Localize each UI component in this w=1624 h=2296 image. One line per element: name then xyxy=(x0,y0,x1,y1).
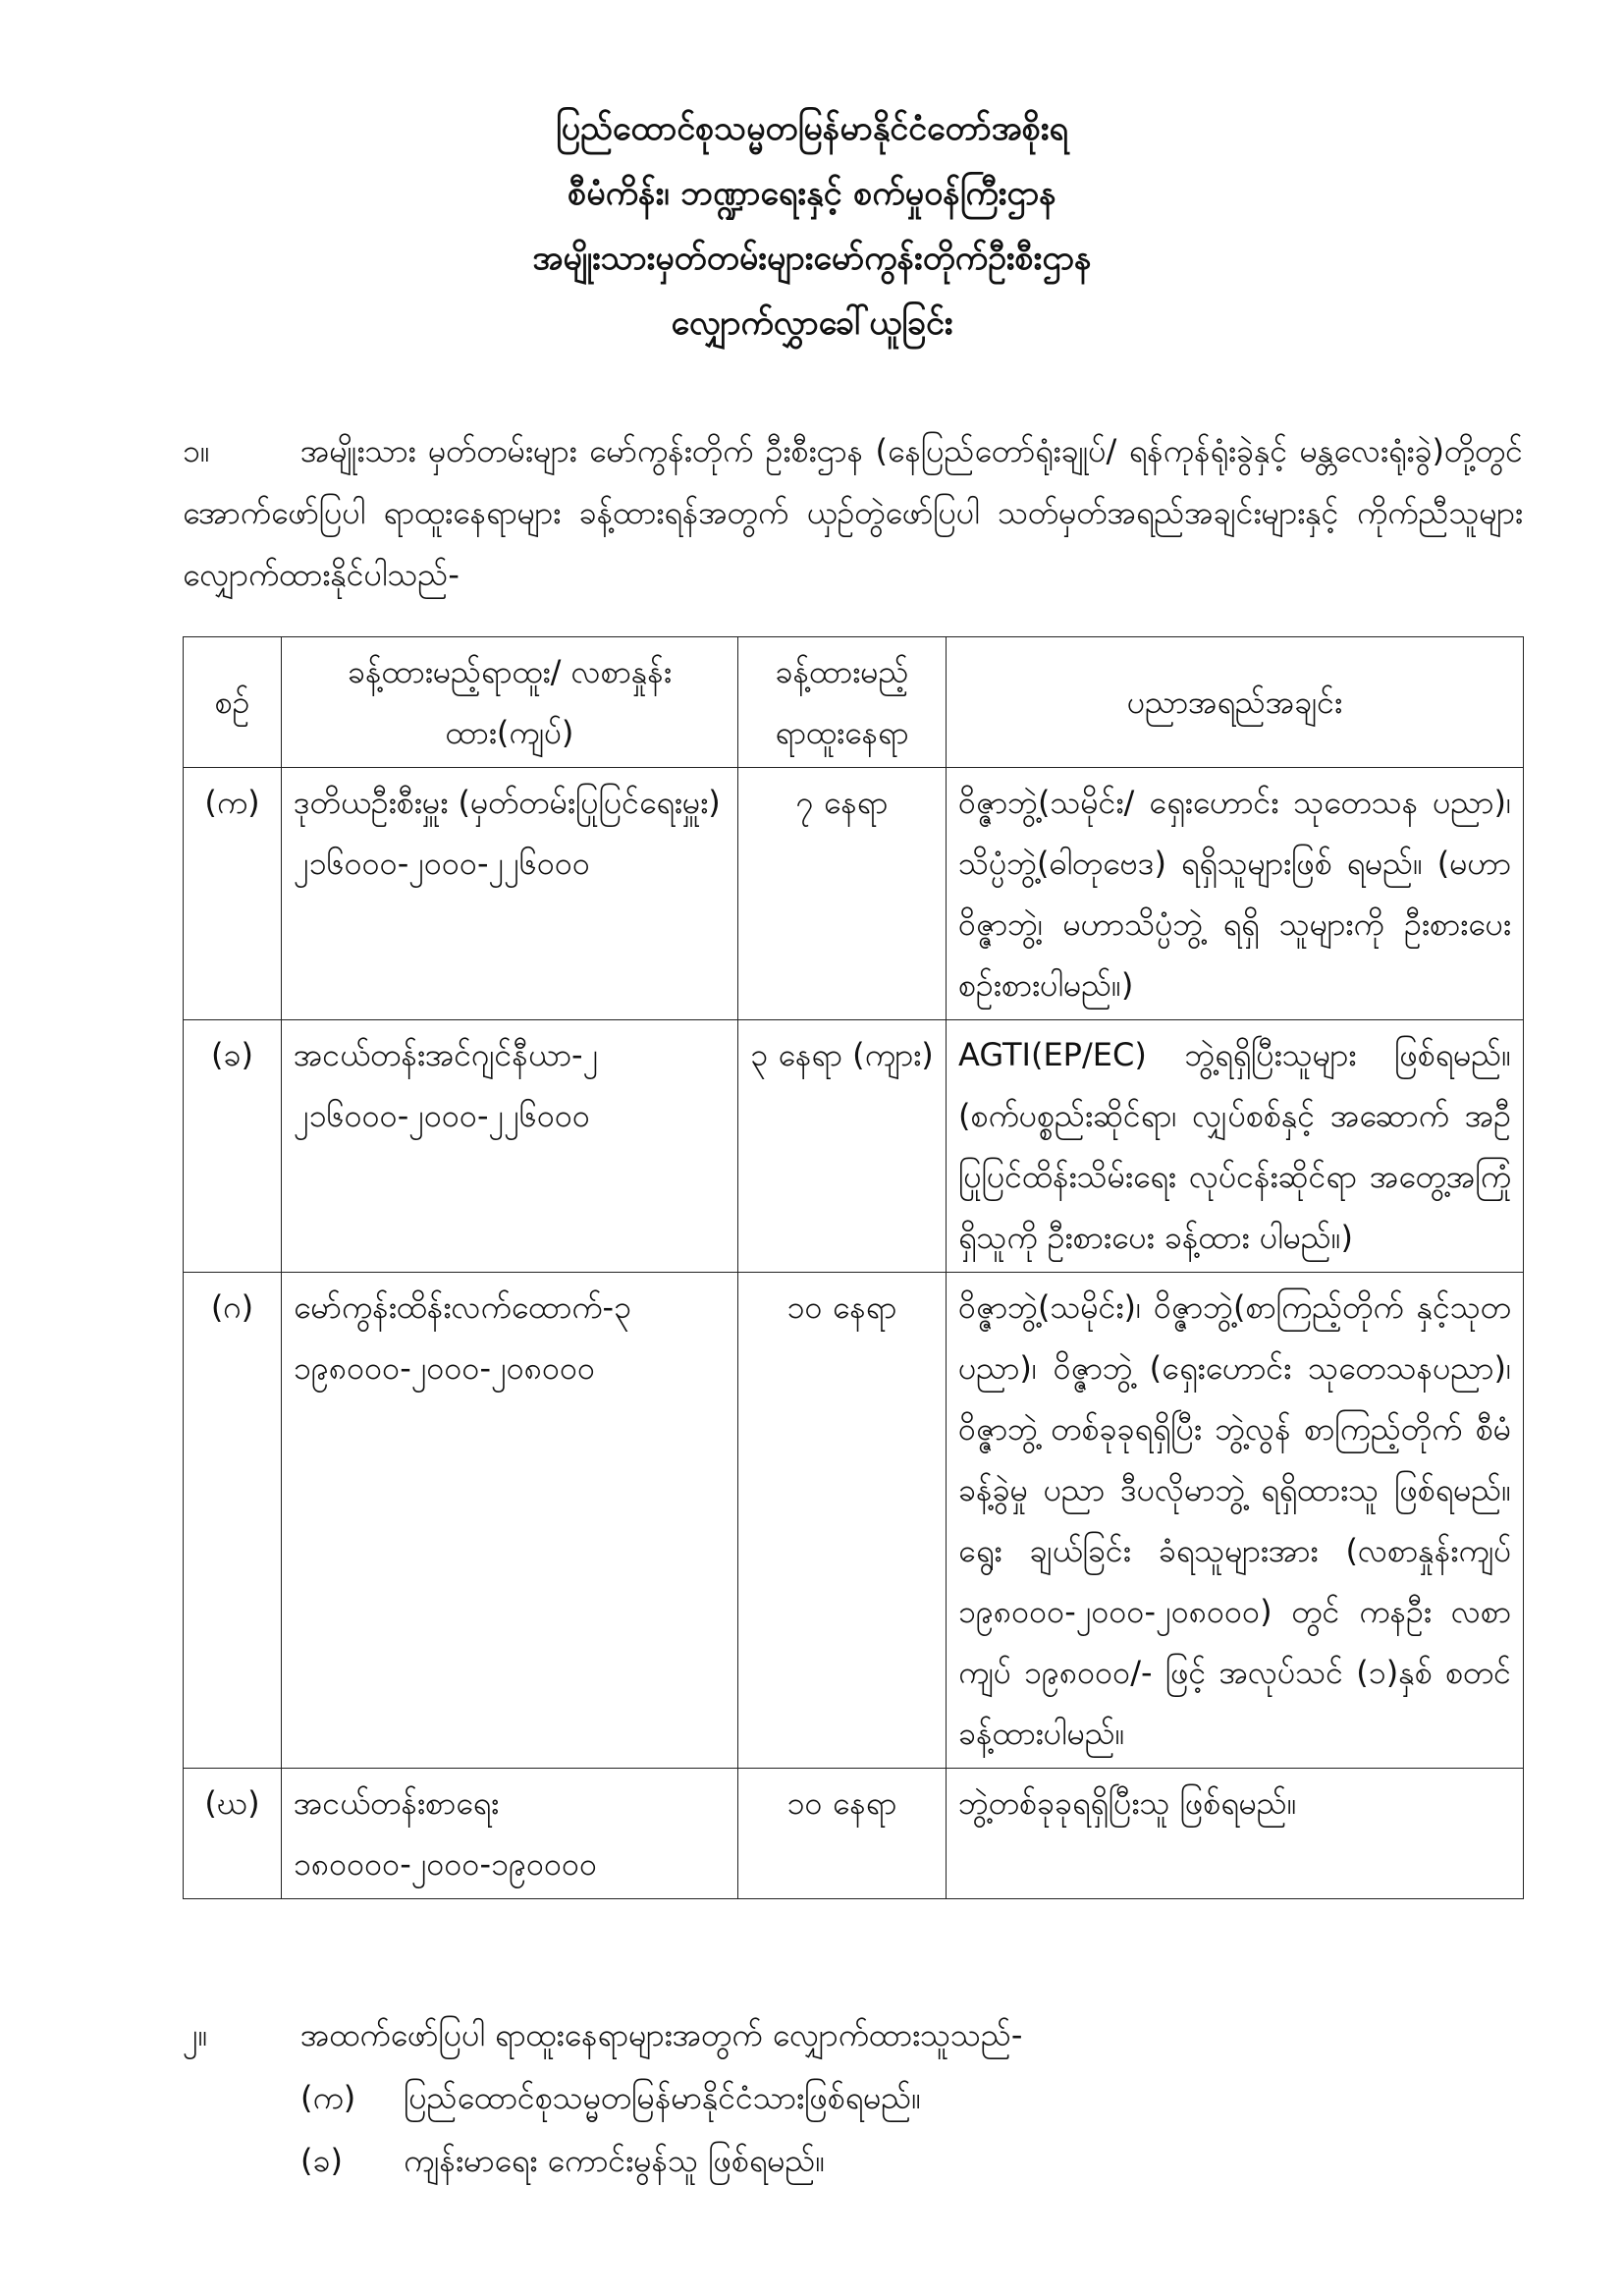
row-post: အငယ်တန်းစာရေး ၁၈၀၀၀၀-၂၀၀၀-၁၉၀၀၀၀ xyxy=(282,1769,738,1899)
row-qualification: ဘွဲ့တစ်ခုခုရရှိပြီးသူ ဖြစ်ရမည်။ xyxy=(947,1769,1524,1899)
row-qualification: AGTI(EP/EC) ဘွဲ့ရရှိပြီးသူများ ဖြစ်ရမည်။ (စက်ပစ္စည်းဆိုင်ရာ၊ လျှပ်စစ်နှင့် အဆောက် အဦ ပြုပြင်ထိန်းသိမ်းရေး လုပ်ငန်းဆိုင်ရာ အတွေ့အကြုံရှိသူကို ဦးစားပေး ခန့်ထား ပါမည်။) xyxy=(947,1020,1524,1273)
table-row xyxy=(184,768,1524,1020)
row-qualification: ဝိဇ္ဇာဘွဲ့(သမိုင်း)၊ ဝိဇ္ဇာဘွဲ့(စာကြည့်တိုက် နှင့်သုတပညာ)၊ ဝိဇ္ဇာဘွဲ့ (ရှေးဟောင်း သုတေသနပညာ)၊ ဝိဇ္ဇာဘွဲ့ တစ်ခုခုရရှိပြီး ဘွဲ့လွန် စာကြည့်တိုက် စီမံခန့်ခွဲမှု ပညာ ဒီပလိုမာဘွဲ့ ရရှိထားသူ ဖြစ်ရမည်။ ရွေး ချယ်ခြင်း ခံရသူများအား (လစာနှုန်းကျပ် ၁၉၈၀၀၀-၂၀၀၀-၂၀၈၀၀၀) တွင် ကနဦး လစာကျပ် ၁၉၈၀၀၀/- ဖြင့် အလုပ်သင် (၁)နှစ် စတင် ခန့်ထားပါမည်။ xyxy=(947,1273,1524,1769)
list-item-text: ကျန်းမာရေး ကောင်းမွန်သူ ဖြစ်ရမည်။ xyxy=(404,2142,826,2179)
heading-government: ပြည်ထောင်စုသမ္မတမြန်မာနိုင်ငံတော်အစိုးရ xyxy=(555,109,1069,148)
header-serial: စဉ် xyxy=(184,637,282,768)
heading-announcement: လျှောက်လွှာခေါ်ယူခြင်း xyxy=(671,303,953,343)
document-heading xyxy=(0,96,1624,355)
list-item xyxy=(183,2129,1523,2192)
row-serial: (ဃ) xyxy=(184,1769,282,1899)
vacancy-table xyxy=(183,636,1524,1899)
table-header-row xyxy=(184,637,1524,768)
list-item-number: (ခ) xyxy=(300,2142,343,2179)
eligibility-intro xyxy=(183,2003,1523,2066)
row-qualification: ဝိဇ္ဇာဘွဲ့(သမိုင်း/ ရှေးဟောင်း သုတေသန ပညာ)၊ သိပ္ပံဘွဲ့(ဓါတုဗေဒ) ရရှိသူများဖြစ် ရမည်။ (မဟာဝိဇ္ဇာဘွဲ့၊ မဟာသိပ္ပံဘွဲ့ ရရှိ သူများကို ဦးစားပေး စဉ်းစားပါမည်။) xyxy=(947,768,1524,1020)
list-item-text: ပြည်ထောင်စုသမ္မတမြန်မာနိုင်ငံသားဖြစ်ရမည်။ xyxy=(404,2079,921,2116)
table-row xyxy=(184,1273,1524,1769)
row-vacancy-count: ၁၀ နေရာ xyxy=(738,1769,947,1899)
paragraph-number: ၁။ xyxy=(183,432,210,469)
eligibility-section xyxy=(183,2003,1523,2192)
paragraph-number: ၂။ xyxy=(183,2016,208,2053)
table-row xyxy=(184,1020,1524,1273)
table-row xyxy=(184,1769,1524,1899)
row-vacancy-count: ၁၀ နေရာ xyxy=(738,1273,947,1769)
heading-ministry: စီမံကိန်း၊ ဘဏ္ဍာရေးနှင့် စက်မှုဝန်ကြီးဌာန xyxy=(568,174,1056,213)
list-item-number: (က) xyxy=(300,2079,356,2116)
header-vacancy-count: ခန့်ထားမည့် ရာထူးနေရာ xyxy=(738,637,947,768)
intro-text: အမျိုးသား မှတ်တမ်းများ မော်ကွန်းတိုက် ဦးစီးဌာန (နေပြည်တော်ရုံးချုပ်/ ရန်ကုန်ရုံးခွဲနှင့် မန္တလေးရုံးခွဲ)တို့တွင် အောက်ဖော်ပြပါ ရာထူးနေရာများ ခန့်ထားရန်အတွက် ယှဉ်တွဲဖော်ပြပါ သတ်မှတ်အရည်အချင်းများနှင့် ကိုက်ညီသူများ လျှောက်ထားနိုင်ပါသည်- xyxy=(183,432,1523,593)
eligibility-text: အထက်ဖော်ပြပါ ရာထူးနေရာများအတွက် လျှောက်ထားသူသည်- xyxy=(300,2016,1023,2053)
row-post: အငယ်တန်းအင်ဂျင်နီယာ-၂ ၂၁၆၀၀၀-၂၀၀၀-၂၂၆၀၀၀ xyxy=(282,1020,738,1273)
row-post: ဒုတိယဦးစီးမှူး (မှတ်တမ်းပြုပြင်ရေးမှူး) ၂၁၆၀၀၀-၂၀၀၀-၂၂၆၀၀၀ xyxy=(282,768,738,1020)
heading-department: အမျိုးသားမှတ်တမ်းများမော်ကွန်းတိုက်ဦးစီးဌာန xyxy=(532,239,1092,278)
list-item xyxy=(183,2066,1523,2129)
row-serial: (ခ) xyxy=(184,1020,282,1273)
row-serial: (က) xyxy=(184,768,282,1020)
intro-paragraph xyxy=(183,420,1523,606)
header-qualification: ပညာအရည်အချင်း xyxy=(947,637,1524,768)
header-post-salary: ခန့်ထားမည့်ရာထူး/ လစာနှုန်းထား(ကျပ်) xyxy=(282,637,738,768)
row-post: မော်ကွန်းထိန်းလက်ထောက်-၃ ၁၉၈၀၀၀-၂၀၀၀-၂၀၈၀၀၀ xyxy=(282,1273,738,1769)
row-serial: (ဂ) xyxy=(184,1273,282,1769)
row-vacancy-count: ၃ နေရာ (ကျား) xyxy=(738,1020,947,1273)
row-vacancy-count: ၇ နေရာ xyxy=(738,768,947,1020)
